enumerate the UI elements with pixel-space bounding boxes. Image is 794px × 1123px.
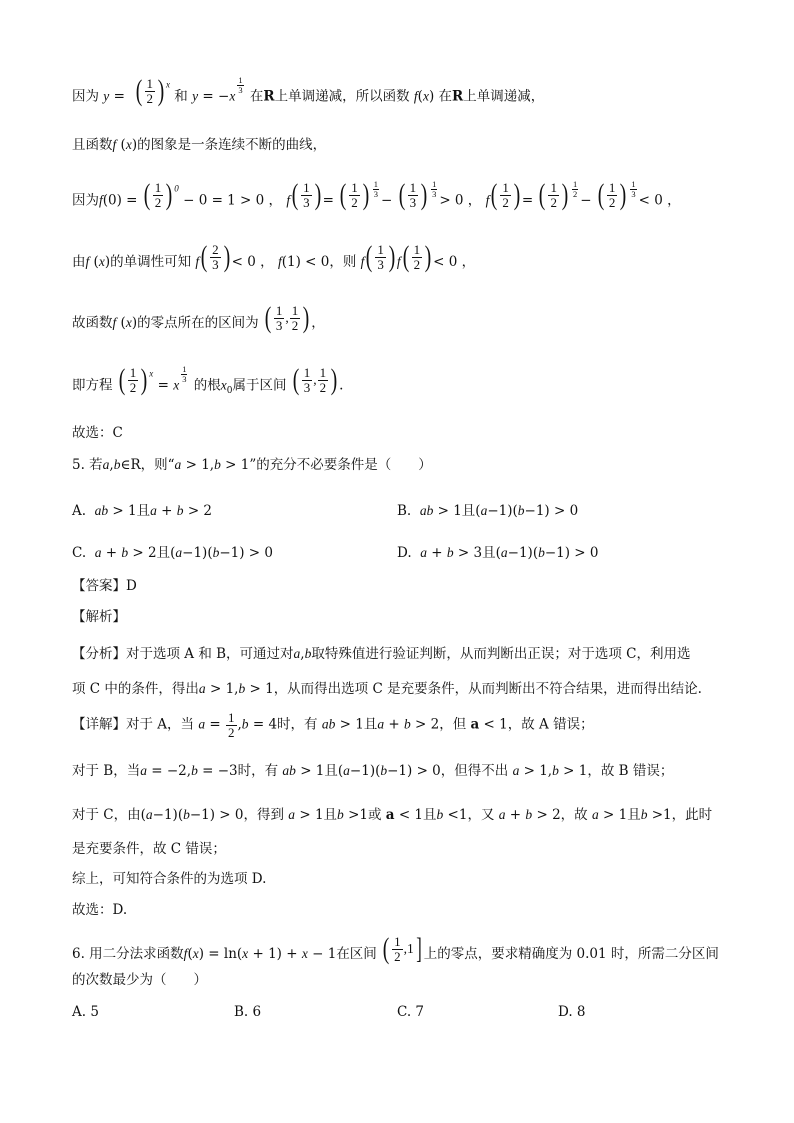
text: 上的零点，要求精确度为 0.01 时，所需二分区间	[423, 946, 719, 962]
text: 在	[438, 88, 453, 105]
q5-option-d: D. a + b > 3且(a−1)(b−1) > 0	[397, 545, 599, 561]
text: 项 C 中的条件，得出	[72, 681, 199, 697]
q5-option-b: B. ab > 1且(a−1)(b−1) > 0	[397, 503, 579, 519]
solution-line-3: 因为f(0) = ( $\frac{1}{2}$ ) $^0$ − 0 = 1 > 0 ， f ( $\frac{1}{3}$ ) = ( $\frac{1}{2}$ ) $^{\frac{1}{3}}$ − ( $\frac{1}{3}$ ) $^{\frac{1}{3}}$ > 0 ， f ( $\frac{1}{2}$ ) = ( $\frac{1}{2}$ ) $^{\frac{1}{2}}$ − ( $\frac{1}{2}$ ) $^{\frac{1}{3}}$ < 0 ，	[72, 178, 681, 212]
text: 因为	[72, 192, 99, 209]
text: ，从而得出选项 C 是充要条件，从而判断出不符合结果，进而得出结论.	[273, 681, 702, 697]
text: 属于区间	[232, 377, 287, 394]
text: 且	[482, 545, 496, 561]
text: ，此时	[671, 807, 713, 823]
text: 故函数	[72, 315, 113, 331]
text: 上单调递减，	[463, 88, 545, 105]
xiangjie-line-5: 综上，可知符合条件的为选项 D.	[72, 871, 267, 887]
option-letter: B.	[397, 503, 412, 519]
text: ，则	[329, 254, 357, 270]
text: 5. 若	[72, 457, 103, 473]
text: 即方程	[72, 377, 113, 394]
q5-option-c: C. a + b > 2且(a−1)(b−1) > 0	[72, 545, 273, 561]
text: 在	[249, 88, 264, 105]
fenxi-line-2: 项 C 中的条件，得出a > 1,b > 1，从而得出选项 C 是充要条件，从而判断出不符合结果，进而得出结论.	[72, 681, 702, 697]
text: 6. 用二分法求函数	[72, 946, 184, 962]
option-letter: D.	[397, 545, 412, 561]
text: 且	[156, 545, 171, 561]
text: 由	[72, 254, 86, 270]
text: 对于选项 A 和 B，可通过对	[126, 646, 294, 662]
xiangjie-line-6: 故选：D.	[72, 902, 128, 918]
set-R: R	[452, 88, 464, 105]
fenxi-line-1: 【分析】对于选项 A 和 B，可通过对a,b取特殊值进行验证判断，从而判断出正误；对于选项 C，利用选	[72, 646, 691, 662]
text: 或	[367, 807, 382, 823]
solution-line-5: 故函数f (x)的零点所在的区间为 ( $\frac{1}{3}$ , $\frac{1}{2}$ ) ，	[72, 301, 325, 334]
text: 的零点所在的区间为	[137, 315, 259, 331]
text: ，则“	[140, 457, 175, 473]
text: 且	[461, 503, 476, 519]
q6-option-a: A. 5	[72, 1004, 99, 1020]
xiangjie-line-4: 是充要条件，故 C 错误；	[72, 841, 226, 857]
text: ，故	[560, 807, 588, 823]
text: 且	[136, 503, 151, 519]
solution-choice: 故选：C	[72, 425, 123, 441]
xiangjie-line-2: 对于 B，当a = −2,b = −3时，有 ab > 1且(a−1)(b−1) > 0，但得不出 a > 1,b > 1，故 B 错误；	[72, 763, 674, 779]
text: ，又	[467, 807, 495, 823]
solution-line-6: 即方程 ( $\frac{1}{2}$ ) $^x$ = x $^{\frac{1}{3}}$ 的根$x_0$属于区间 ( $\frac{1}{3}$ , $\frac{1}{2}$ ) .	[72, 363, 344, 397]
text: 时，有	[277, 716, 318, 733]
text: 上单调递减，所以函数	[274, 88, 410, 105]
text: ，但得不出	[440, 763, 509, 779]
xiangjie-line-1: 【详解】对于 A，当 a = $\frac{1}{2}$ ,b = 4时，有 ab > 1且a + b > 2，但 a < 1，故 A 错误；	[72, 710, 594, 740]
q6-stem-line-1: 6. 用二分法求函数f(x) = ln(x + 1) + x − 1在区间 ( $\frac{1}{2}$ ,1 ] 上的零点，要求精确度为 0.01 时，所需二分区间	[72, 932, 719, 965]
text: 对于 B，当	[72, 763, 141, 779]
text: ，但	[439, 716, 467, 733]
fenxi-tag: 【分析】	[72, 646, 126, 662]
q6-option-c: C. 7	[397, 1004, 425, 1020]
text: 的图象是一条连续不断的曲线，	[137, 137, 327, 153]
xiangjie-tag: 【详解】	[72, 716, 126, 733]
q5-stem: 5. 若a,b∈R，则“a > 1,b > 1”的充分不必要条件是（ ）	[72, 457, 432, 473]
q6-option-d: D. 8	[558, 1004, 586, 1020]
text: 且函数	[72, 137, 113, 153]
text: 因为	[72, 88, 99, 105]
text: ，故 B 错误；	[587, 763, 674, 779]
q6-option-b: B. 6	[234, 1004, 262, 1020]
solution-line-1: 因为 y = ( $\frac{1}{2}$ ) $^x$ 和 y = −x $^{\frac{1}{3}}$ 在R上单调递减，所以函数 f(x) 在R上单调递减，	[72, 74, 545, 108]
q6-stem-line-2: 的次数最少为（ ）	[72, 972, 207, 988]
text: 和	[174, 88, 188, 105]
xiangjie-line-3: 对于 C，由(a−1)(b−1) > 0，得到 a > 1且b >1或 a < 1且b <1，又 a + b > 2，故 a > 1且b >1，此时	[72, 807, 713, 823]
text: ，得到	[243, 807, 284, 823]
text: 取特殊值进行验证判断，从而判断出正误；对于选项 C，利用选	[311, 646, 691, 662]
set-R: R	[263, 88, 275, 105]
text: 的根	[193, 377, 221, 394]
text: 且	[323, 807, 338, 823]
option-letter: A.	[72, 503, 87, 519]
text: 且	[627, 807, 641, 823]
q5-option-a: A. ab > 1且a + b > 2	[72, 503, 213, 519]
text: ”的充分不必要条件是（ ）	[249, 457, 432, 473]
text: ，故 A 错误；	[507, 716, 594, 733]
text: 在区间	[336, 946, 377, 962]
text: 且	[423, 807, 437, 823]
text: 时，有	[237, 763, 279, 779]
text: 且	[324, 763, 338, 779]
text: 对于 A，当	[126, 716, 195, 733]
text: 的单调性可知	[110, 254, 192, 270]
solution-line-2: 且函数f (x)的图象是一条连续不断的曲线，	[72, 137, 327, 153]
analysis-tag: 【解析】	[72, 609, 126, 625]
option-letter: C.	[72, 545, 87, 561]
answer-tag: 【答案】	[72, 578, 126, 594]
solution-line-4: 由f (x)的单调性可知 f ( $\frac{2}{3}$ ) < 0 ， f(1) < 0，则 f ( $\frac{1}{3}$ ) f ( $\frac{1}{2}$ ) < 0 ，	[72, 240, 476, 273]
answer-value: D	[126, 578, 137, 594]
answer-line	[72, 578, 137, 594]
text: 且	[363, 716, 378, 733]
text: 对于 C，由	[72, 807, 141, 823]
